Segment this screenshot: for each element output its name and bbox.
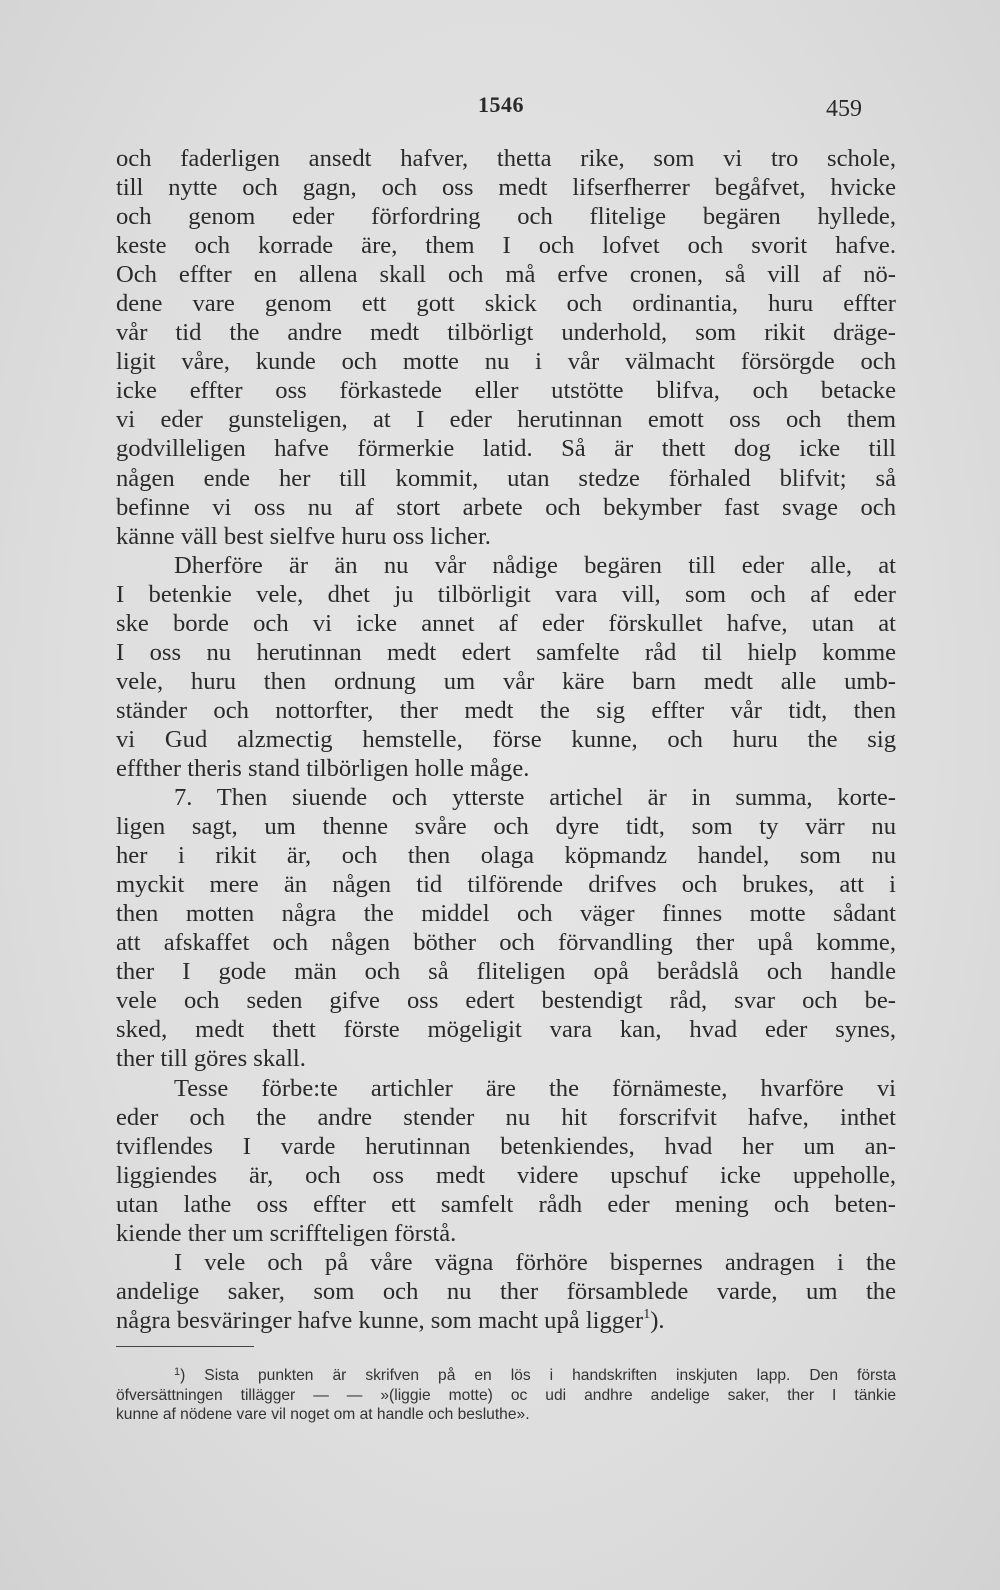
body-line: till nytte och gagn, och oss medt lifserfherrer begåfvet, hvicke: [116, 174, 896, 202]
body-line: vår tid the andre medt tilbörligt underhold, som rikit dräge-: [116, 319, 896, 347]
body-line: her i rikit är, och then olaga köpmandz handel, som nu: [116, 842, 896, 870]
body-line: keste och korrade äre, them I och lofvet och svorit hafve.: [116, 232, 896, 260]
body-line: känne väll best sielfve huru oss licher.: [116, 522, 491, 550]
body-line: liggiendes är, och oss medt videre upschuf icke uppeholle,: [116, 1161, 896, 1189]
body-line: ständer och nottorfter, ther medt the sig effter vår tidt, then: [116, 696, 896, 724]
body-line: dene vare genom ett gott skick och ordinantia, huru effter: [116, 290, 896, 318]
body-line: vi eder gunsteligen, at I eder herutinnan emott oss och them: [116, 406, 896, 434]
body-line-suffix: ).: [650, 1306, 665, 1334]
body-line: vele, huru then ordnung um vår käre barn medt alle umb-: [116, 667, 896, 695]
body-text: [116, 144, 896, 1335]
footnote-line: [116, 1366, 896, 1386]
header-year: 1546: [478, 92, 524, 117]
body-line-with-footnote: [116, 1306, 896, 1335]
body-line: eder och the andre stender nu hit forscrifvit hafve, inthet: [116, 1103, 896, 1131]
body-line: I oss nu herutinnan medt edert samfelte råd til hielp komme: [116, 638, 896, 666]
body-line: icke effter oss förkastede eller utstötte blifva, och betacke: [116, 377, 896, 405]
body-line: godvilleligen hafve förmerkie latid. Så är thett dog icke till: [116, 435, 896, 463]
body-line: ske borde och vi icke annet af eder förskullet hafve, utan at: [116, 609, 896, 637]
body-line: I betenkie vele, dhet ju tilbörligit vara vill, som och af eder: [116, 580, 896, 608]
footnote: [116, 1366, 896, 1425]
body-line: ligen sagt, um thenne svåre och dyre tidt, som ty värr nu: [116, 813, 896, 841]
body-line: kiende ther um scriffteligen förstå.: [116, 1219, 457, 1247]
paragraph-start-line: 7. Then siuende och ytterste artichel är in summa, korte-: [174, 784, 896, 812]
body-line: myckit mere än någen tid tilförende drifves och brukes, att i: [116, 871, 896, 899]
paragraph-start-line: Dherföre är än nu vår nådige begären till eder alle, at: [174, 551, 896, 579]
footnote-line: kunne af nödene vare vil noget om at handle och besluthe».: [116, 1406, 530, 1423]
paragraph-start-line: I vele och på våre vägna förhöre bispernes andragen i the: [174, 1248, 896, 1276]
body-line: vi Gud alzmectig hemstelle, förse kunne, och huru the sig: [116, 725, 896, 753]
body-line: vele och seden gifve oss edert bestendigt råd, svar och be-: [116, 987, 896, 1015]
body-line: och faderligen ansedt hafver, thetta rike, som vi tro schole,: [116, 145, 896, 172]
body-line: effther theris stand tilbörligen holle måge.: [116, 754, 530, 782]
body-line-text: några besväringer hafve kunne, som macht upå ligger: [116, 1306, 644, 1334]
body-line: Och effter en allena skall och må erfve cronen, så vill af nö-: [116, 261, 896, 289]
page-header: [0, 92, 1000, 132]
footnote-line-text: ) Sista punkten är skrifven på en lös i handskriften inskjuten lapp. Den första: [180, 1367, 896, 1384]
body-line: befinne vi oss nu af stort arbete och bekymber fast svage och: [116, 493, 896, 521]
paragraph-start-line: Tesse förbe:te artichler äre the förnämeste, hvarföre vi: [174, 1074, 896, 1102]
body-line: tviflendes I varde herutinnan betenkiendes, hvad her um an-: [116, 1132, 896, 1160]
body-line: att afskaffet och någen böther och förvandling ther upå komme,: [116, 929, 896, 957]
body-line: then motten några the middel och väger finnes motte sådant: [116, 900, 896, 928]
body-line: någen ende her till kommit, utan stedze förhaled blifvit; så: [116, 464, 896, 492]
footnote-reference: 1: [643, 1306, 651, 1322]
footnote-mark: 1: [174, 1366, 181, 1378]
footnote-line: öfversättningen tillägger — — »(liggie motte) oc udi andhre andelige saker, ther I tänkie: [116, 1386, 896, 1404]
body-line: och genom eder förfordring och flitelige begären hyllede,: [116, 203, 896, 231]
body-line: ther till göres skall.: [116, 1045, 306, 1073]
footnote-divider: [116, 1346, 254, 1347]
body-line: andelige saker, som och nu ther församblede varde, um the: [116, 1277, 896, 1305]
body-line: ther I gode män och så fliteligen opå berådslå och handle: [116, 958, 896, 986]
body-line: utan lathe oss effter ett samfelt rådh eder mening och beten-: [116, 1190, 896, 1218]
page-number: 459: [826, 96, 862, 122]
body-line: ligit våre, kunde och motte nu i vår välmacht försörgde och: [116, 348, 896, 376]
body-line: sked, medt thett förste mögeligit vara kan, hvad eder synes,: [116, 1016, 896, 1044]
